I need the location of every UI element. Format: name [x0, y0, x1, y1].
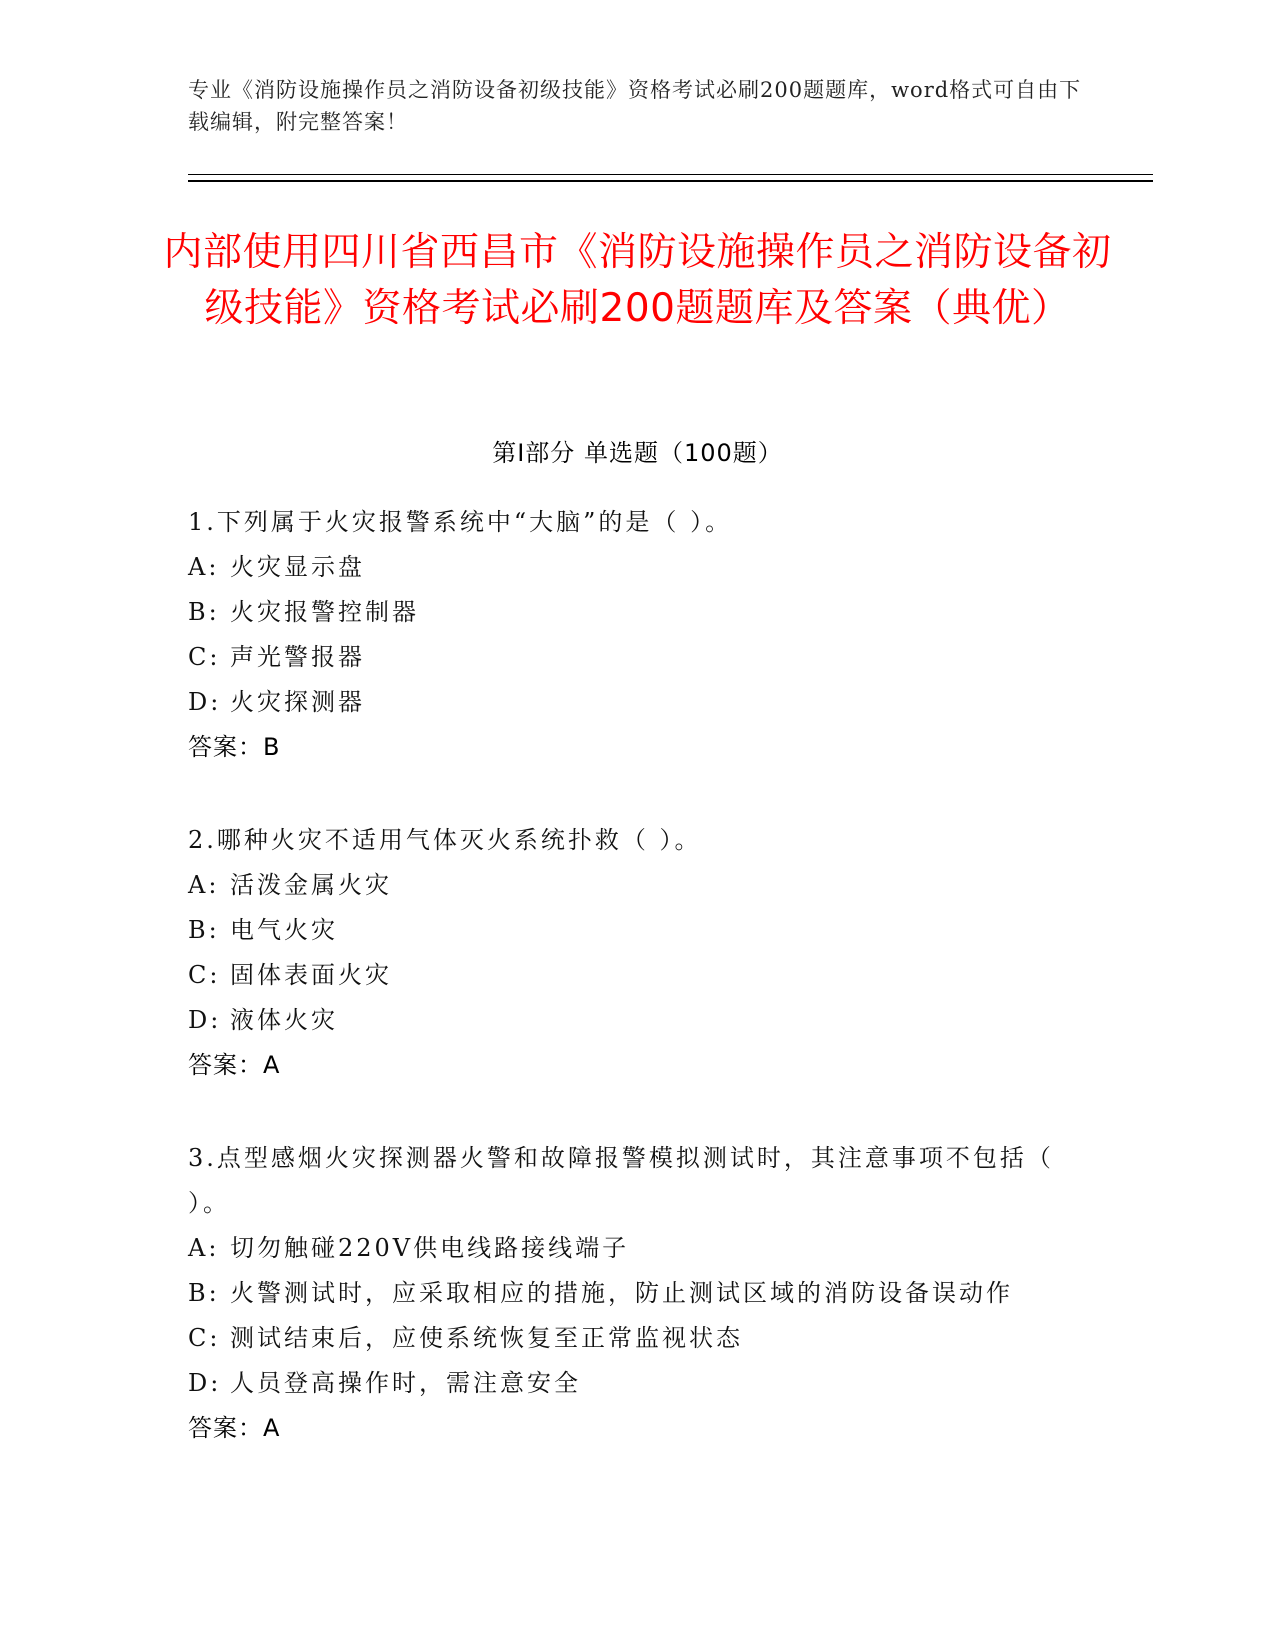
- option-key: A:: [188, 1234, 220, 1262]
- option-key: C:: [188, 961, 221, 989]
- answer: 答案：A: [188, 1051, 281, 1079]
- option-d: [188, 1361, 1088, 1406]
- option-key: D:: [188, 1369, 222, 1397]
- option-key: C:: [188, 1324, 221, 1352]
- question-2: [188, 818, 1088, 1088]
- option-b: [188, 590, 1088, 635]
- question-1: [188, 500, 1088, 770]
- option-b: [188, 1271, 1088, 1316]
- option-d: [188, 998, 1088, 1043]
- section-title: 第Ⅰ部分 单选题（100题）: [492, 439, 783, 467]
- question-stem: 3.点型感烟火灾探测器火警和故障报警模拟测试时，其注意事项不包括（ ）。: [188, 1144, 1054, 1217]
- option-a: [188, 1226, 1088, 1271]
- option-c: [188, 953, 1088, 998]
- option-key: A:: [188, 871, 220, 899]
- document-title: 内部使用四川省西昌市《消防设施操作员之消防设备初级技能》资格考试必刷200题题库及答案（典优）: [163, 230, 1112, 331]
- option-text: 电气火灾: [230, 916, 338, 944]
- option-key: D:: [188, 1006, 222, 1034]
- question-stem: 2.哪种火灾不适用气体灭火系统扑救（ ）。: [188, 826, 702, 854]
- option-d: [188, 680, 1088, 725]
- option-key: B:: [188, 1279, 220, 1307]
- option-key: B:: [188, 598, 220, 626]
- option-text: 火灾显示盘: [230, 553, 365, 581]
- option-text: 液体火灾: [230, 1006, 338, 1034]
- option-text: 人员登高操作时，需注意安全: [230, 1369, 581, 1397]
- option-text: 声光警报器: [230, 643, 365, 671]
- option-a: [188, 545, 1088, 590]
- option-text: 火灾探测器: [230, 688, 365, 716]
- option-key: C:: [188, 643, 221, 671]
- answer: 答案：B: [188, 733, 281, 761]
- option-text: 切勿触碰220V供电线路接线端子: [230, 1234, 630, 1262]
- option-c: [188, 635, 1088, 680]
- header-divider-thick: [188, 180, 1153, 182]
- option-text: 火警测试时，应采取相应的措施，防止测试区域的消防设备误动作: [230, 1279, 1013, 1307]
- option-key: D:: [188, 688, 222, 716]
- option-c: [188, 1316, 1088, 1361]
- option-text: 活泼金属火灾: [230, 871, 392, 899]
- option-key: A:: [188, 553, 220, 581]
- option-text: 固体表面火灾: [230, 961, 392, 989]
- option-a: [188, 863, 1088, 908]
- question-stem: 1.下列属于火灾报警系统中“大脑”的是（ ）。: [188, 508, 733, 536]
- option-text: 火灾报警控制器: [230, 598, 419, 626]
- header-note: 专业《消防设施操作员之消防设备初级技能》资格考试必刷200题题库，word格式可自由下载编辑，附完整答案！: [188, 78, 1082, 134]
- question-3: [188, 1136, 1088, 1451]
- option-key: B:: [188, 916, 220, 944]
- option-b: [188, 908, 1088, 953]
- option-text: 测试结束后，应使系统恢复至正常监视状态: [230, 1324, 743, 1352]
- header-divider-thin: [188, 174, 1153, 175]
- answer: 答案：A: [188, 1414, 281, 1442]
